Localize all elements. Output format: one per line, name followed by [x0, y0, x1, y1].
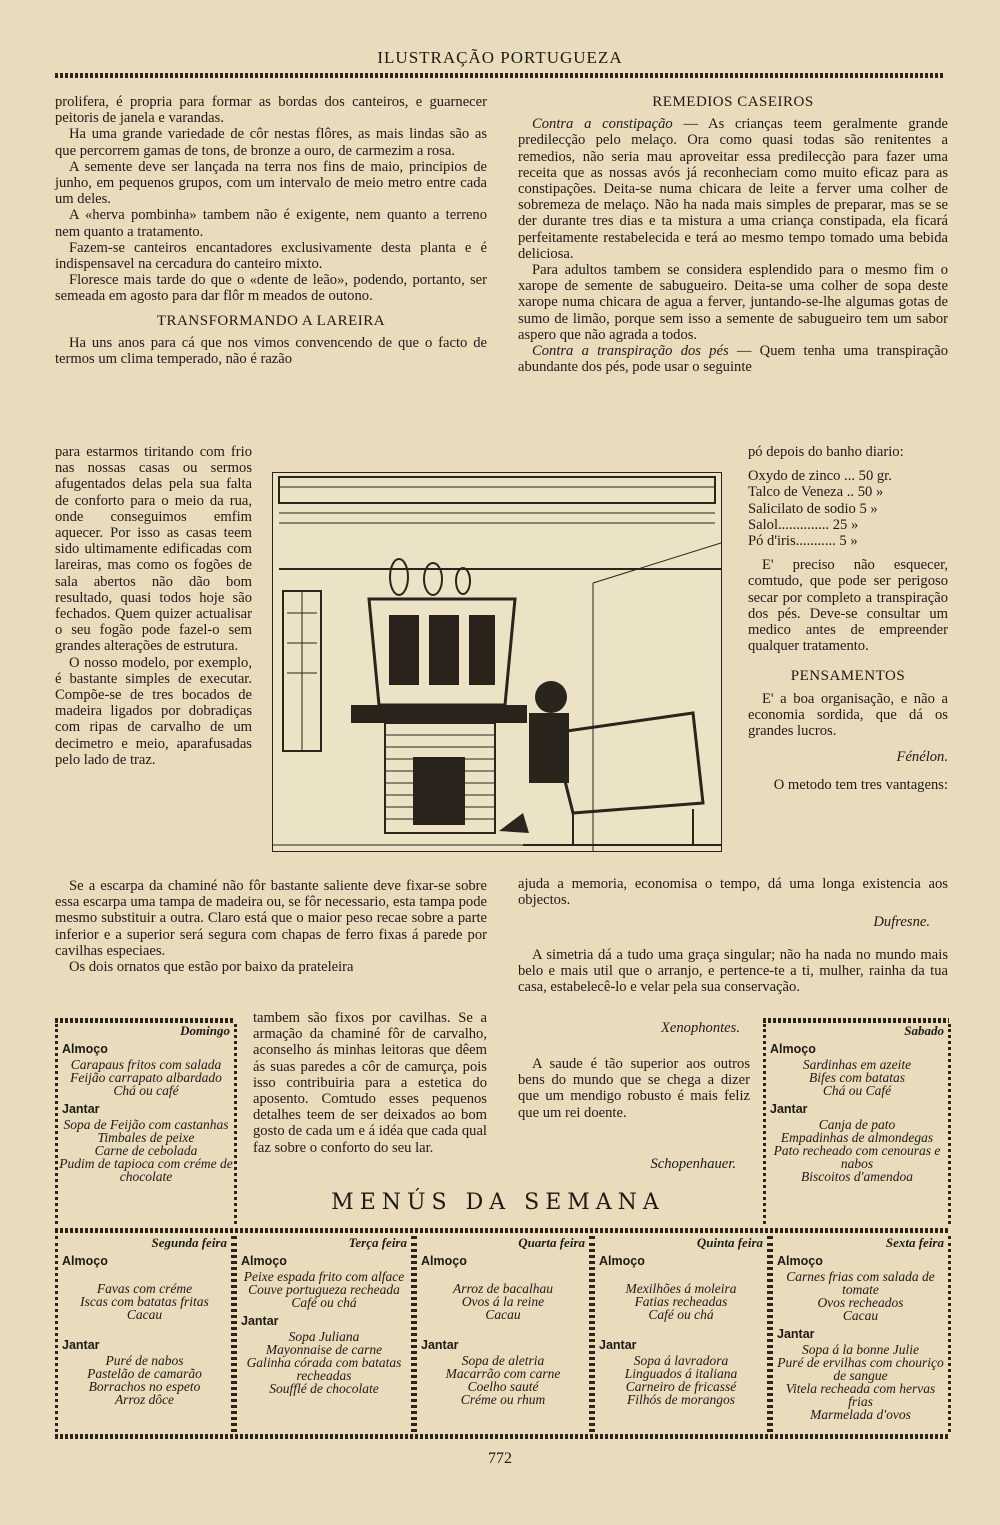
- paragraph: Floresce mais tarde do que o «dente de leão», podendo, portanto, ser semeada em agosto para dar flôr m meados de outono.: [55, 272, 487, 305]
- menu-rule: [55, 1434, 949, 1439]
- menus-title: MENÚS DA SEMANA: [331, 1190, 665, 1215]
- meal-label: Almoço: [62, 1042, 108, 1056]
- meal-label: Jantar: [62, 1338, 100, 1352]
- dish: Arroz dôce: [114, 1392, 175, 1407]
- quote: ajuda a memoria, economisa o tempo, dá uma longa existencia aos objectos.: [518, 876, 948, 909]
- dish: Mayonnaise de carne: [265, 1342, 383, 1357]
- dish: Chá ou café: [113, 1083, 179, 1098]
- recipe-list: [748, 468, 948, 549]
- dish: Pastelão de camarão: [87, 1366, 202, 1381]
- dish: Soufflé de chocolate: [269, 1381, 379, 1396]
- menu-domingo: [55, 1024, 237, 1224]
- dish: Filhós de morangos: [627, 1392, 735, 1407]
- meal-label: Almoço: [777, 1254, 823, 1268]
- menu-quinta: [592, 1236, 770, 1432]
- dish: Carnes frias com salada de tomate: [786, 1269, 935, 1297]
- dish: Pato recheado com cenouras e nabos: [773, 1143, 941, 1171]
- dish: Sopa á la bonne Julie: [802, 1342, 919, 1357]
- menu-sabado: [763, 1024, 951, 1224]
- dish: Arroz de bacalhau: [453, 1281, 553, 1296]
- dish: Marmelada d'ovos: [810, 1407, 911, 1422]
- paragraph: O nosso modelo, por exemplo, é bastante simples de executar. Compõe-se de tres bocados de madeira ligados por dobradiças com ripas de carvalho de um decimetro e meio, aparafusadas pelo lado de traz.: [55, 654, 252, 768]
- paragraph: Se a escarpa da chaminé não fôr bastante saliente deve fixar-se sobre essa escarpa uma tampa de madeira ou, se fôr necessario, esta tampa pode mesmo substituir a outra. Claro está que o maior peso recae sobre a parte inferior e a superior será segura com chapas de ferro fixas á parede por cavilhas especiaes.: [55, 878, 487, 959]
- meal-label: Almoço: [599, 1254, 645, 1268]
- paragraph: tambem são fixos por cavilhas. Se a armação da chaminé fôr de carvalho, aconselho ás minhas leitoras que dêem ás suas paredes a côr de camurça, pois isso contribuiria para a estetica do aposento. Comtudo esses pequenos detalhes teem de ser deixados ao bom gosto de cada um e á idéa que cada qual faz sobre o conforto do seu lar.: [253, 1010, 487, 1156]
- meal-label: Almoço: [770, 1042, 816, 1056]
- recipe-line: Salicilato de sodio 5 »: [748, 500, 878, 517]
- dish: Mexilhões á moleira: [625, 1281, 737, 1296]
- dish: Sopa á lavradora: [633, 1353, 729, 1368]
- left-column: [55, 94, 487, 367]
- meal-label: Jantar: [777, 1327, 815, 1341]
- dish: Carneiro de fricassé: [625, 1379, 737, 1394]
- dish: Puré de ervilhas com chouriço de sangue: [777, 1355, 944, 1383]
- dish: Linguados á italiana: [624, 1366, 738, 1381]
- paragraph: pó depois do banho diario:: [748, 444, 904, 460]
- dish: Cacau: [842, 1308, 879, 1323]
- dish: Créme ou rhum: [460, 1392, 546, 1407]
- quote: A simetria dá a tudo uma graça singular; não ha nada no mundo mais belo e mais util que o arranjo, e pertence-te a ti, mulher, rainha da tua casa, estabelecê-lo e velar pela sua conservação.: [518, 946, 948, 996]
- lareira-narrow: [253, 1010, 487, 1156]
- dish: Sopa de aletria: [461, 1353, 545, 1368]
- dish: Favas com créme: [96, 1281, 193, 1296]
- menu-day: Quarta feira: [518, 1235, 585, 1250]
- menu-segunda: [55, 1236, 234, 1432]
- lareira-side-text: [55, 444, 252, 768]
- quote-author: Dufresne.: [873, 914, 930, 931]
- paragraph: Fazem-se canteiros encantadores exclusivamente desta planta e é indispensavel na cercadura do canteiro mixto.: [55, 239, 487, 273]
- remedy-label: Contra a constipação: [532, 116, 673, 133]
- meal-label: Jantar: [62, 1102, 100, 1116]
- paragraph: — Quem tenha uma transpiração abundante dos pés, pode usar o seguinte: [518, 343, 948, 376]
- dish: Carapaus fritos com salada: [70, 1057, 222, 1072]
- quote: A saude é tão superior aos outros bens do mundo que se chega a dizer que um mendigo robusto é mais feliz que um rei doente.: [518, 1056, 750, 1121]
- dish: Coelho sauté: [467, 1379, 539, 1394]
- dish: Cacau: [126, 1307, 163, 1322]
- dish: Puré de nabos: [105, 1353, 184, 1368]
- meal-label: Almoço: [62, 1254, 108, 1268]
- dish: Empadinhas de almondegas: [780, 1130, 934, 1145]
- quote: O metodo tem tres vantagens:: [773, 777, 948, 794]
- dish: Biscoitos d'amendoa: [800, 1169, 913, 1184]
- paragraph: Para adultos tambem se considera esplendido para o mesmo fim o xarope de semente de sabugueiro. Deita-se uma colher de sopa deste xarope numa chicara de agua a ferver, juntando-se-lhe algumas gotas de sumo de limão, porque sem isso a semente de sabugueiro tem um sabor aspero que não agrada a todos.: [518, 262, 948, 343]
- menu-day: Sabado: [904, 1023, 944, 1038]
- dish: Café ou chá: [648, 1307, 714, 1322]
- recipe-block: [748, 444, 948, 794]
- dish: Peixe espada frito com alface: [243, 1269, 405, 1284]
- thoughts-continued: [518, 876, 948, 995]
- paragraph: A «herva pombinha» tambem não é exigente, nem quanto a terreno nem quanto a tratamento.: [55, 207, 487, 240]
- dish: Bifes com batatas: [809, 1070, 905, 1085]
- dish: Ovos á la reine: [461, 1294, 545, 1309]
- meal-label: Jantar: [421, 1338, 459, 1352]
- recipe-line: Pó d'iris........... 5 »: [748, 533, 858, 550]
- quote-author: Xenophontes.: [660, 1020, 740, 1036]
- remedy-label: Contra a transpiração dos pés: [532, 343, 729, 360]
- dish: Sopa de Feijão com castanhas: [63, 1117, 229, 1132]
- dish: Feijão carrapato albardado: [70, 1070, 222, 1085]
- dish: Vitela recheada com hervas frias: [785, 1381, 936, 1409]
- dish: Pudim de tapioca com créme de chocolate: [59, 1156, 233, 1184]
- paragraph: E' preciso não esquecer, comtudo, que pode ser perigoso secar por completo a transpiração dos pés. Deve-se consultar um medico antes de empreender qualquer tratamento.: [748, 557, 948, 655]
- section-heading-lareira: TRANSFORMANDO A LAREIRA: [156, 312, 386, 329]
- dish: Fatias recheadas: [634, 1294, 728, 1309]
- meal-label: Jantar: [599, 1338, 637, 1352]
- quote-author: Schopenhauer.: [650, 1156, 736, 1172]
- dish: Ovos recheados: [817, 1295, 904, 1310]
- dish: Canja de pato: [818, 1117, 896, 1132]
- meal-label: Jantar: [241, 1314, 279, 1328]
- menu-rule: [55, 1228, 949, 1233]
- menu-terca: [234, 1236, 414, 1432]
- recipe-line: Salol.............. 25 »: [748, 516, 859, 533]
- menu-day: Sexta feira: [885, 1235, 944, 1250]
- paragraph: A semente deve ser lançada na terra nos fins de maio, principios de junho, em pequenos grupos, com um intervalo de meio metro entre cada um deles.: [55, 158, 487, 208]
- health-quote: [518, 1056, 750, 1121]
- page-number: 772: [488, 1450, 512, 1467]
- meal-label: Jantar: [770, 1102, 808, 1116]
- menu-day: Quinta feira: [696, 1235, 763, 1250]
- recipe-line: Talco de Veneza .. 50 »: [748, 484, 884, 501]
- lareira-continued: [55, 878, 487, 975]
- dish: Café ou chá: [291, 1295, 357, 1310]
- fireplace-illustration: [272, 472, 722, 852]
- paragraph: — As crianças teem geralmente grande predilecção pelo melaço. Ora como quasi todas são renitentes a remedios, não seria mau aproveitar essa predilecção para fazer uma receita que as nossas avós já reconheciam como muito eficaz para as constipações. Deita-se numa chicara de leite a ferver uma colher de sobremeza de melaço. Não ha nada mais simples de preparar, mas se se der durante tres dias e ta mistura a uma criança constipada, ela ficará perfeitamente restabelecida e terá ao mesmo tempo tomado uma bebida deliciosa.: [518, 116, 948, 262]
- dish: Borrachos no espeto: [88, 1379, 201, 1394]
- dish: Sardinhas em azeite: [802, 1057, 912, 1072]
- section-heading-remedios: REMEDIOS CASEIROS: [652, 94, 814, 110]
- dish: Timbales de peixe: [97, 1130, 195, 1145]
- paragraph: para estarmos tiritando com frio nas nossas casas ou sermos afugentados delas pela sua falta de conforto para o meio da rua, onde conseguimos emfim aquecer. Por isso as casas teem sido ultimamente edificadas com lareiras, mas como os fogões de sala abertos não dão bom resultado, quasi todos hoje são fechados. Quem quizer actualisar o seu fogão pode fazel-o sem grandes alterações de estrutura.: [55, 444, 252, 655]
- quote: E' a boa organisação, e não a economia sordida, que dá os grandes lucros.: [748, 690, 948, 740]
- meal-label: Almoço: [421, 1254, 467, 1268]
- dish: Iscas com batatas fritas: [80, 1294, 209, 1309]
- paragraph: Os dois ornatos que estão por baixo da prateleira: [69, 959, 354, 976]
- dish: Galinha córada com batatas recheadas: [246, 1355, 402, 1383]
- quote-author: Fénélon.: [896, 749, 948, 766]
- menu-quarta: [414, 1236, 592, 1432]
- section-heading-pensamentos: PENSAMENTOS: [790, 668, 906, 685]
- dish: Carne de cebolada: [94, 1143, 198, 1158]
- menu-day: Domingo: [180, 1023, 230, 1038]
- menu-sexta: [770, 1236, 951, 1432]
- recipe-line: Oxydo de zinco ... 50 gr.: [748, 468, 892, 485]
- paragraph: Ha uma grande variedade de côr nestas flôres, as mais lindas são as que percorrem gamas de tons, de bronze a ouro, de carmezim a rosa.: [55, 126, 487, 159]
- menu-day: Terça feira: [348, 1235, 407, 1250]
- paragraph: Ha uns anos para cá que nos vimos convencendo de que o facto de termos um clima temperado, não é razão: [55, 334, 487, 368]
- right-column: [518, 94, 948, 375]
- dish: Chá ou Café: [822, 1083, 892, 1098]
- menu-day: Segunda feira: [151, 1235, 227, 1250]
- dish: Macarrão com carne: [445, 1366, 561, 1381]
- dish: Cacau: [485, 1307, 521, 1322]
- paragraph: prolifera, é propria para formar as bordas dos canteiros, e guarnecer peitoris de janela e varandas.: [55, 94, 487, 127]
- dish: Sopa Juliana: [288, 1329, 360, 1344]
- header-rule: [55, 73, 945, 78]
- meal-label: Almoço: [241, 1254, 287, 1268]
- dish: Couve portugueza recheada: [248, 1282, 400, 1297]
- page-header: ILUSTRAÇÃO PORTUGUEZA: [377, 48, 623, 67]
